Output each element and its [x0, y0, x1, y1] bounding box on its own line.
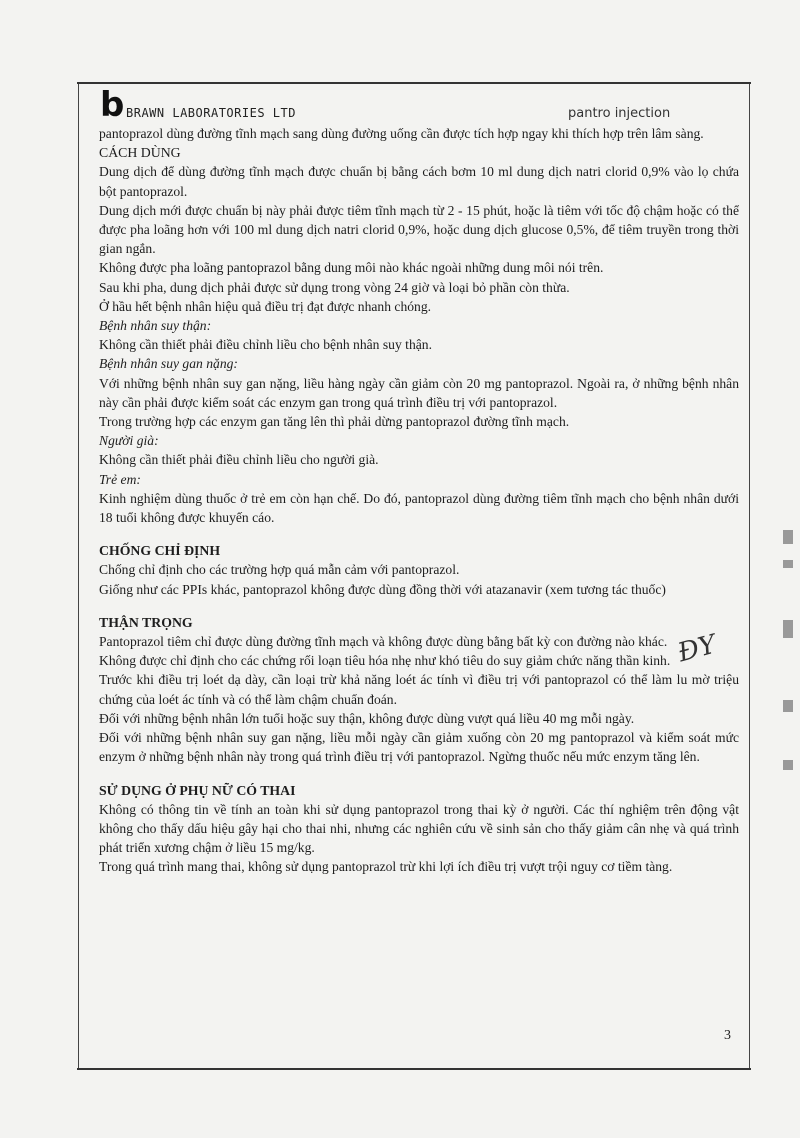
paragraph: Dung dịch mới được chuẩn bị này phải được tiêm tĩnh mạch từ 2 - 15 phút, hoặc là tiêm với tốc độ chậm hoặc có thể được pha loãng hơn với 100 ml dung dịch natri clorid 0,9%, hoặc dung dịch glucose 0,5%, để tiêm truyền trong thời gian ngắn.: [99, 202, 739, 257]
section-heading: CHỐNG CHỈ ĐỊNH: [99, 543, 221, 559]
section-gap: [99, 527, 739, 541]
paragraph: pantoprazol dùng đường tĩnh mạch sang dùng đường uống cần được tích hợp ngay khi thích hợp trên lâm sàng.: [99, 126, 704, 141]
section-heading: THẬN TRỌNG: [99, 614, 193, 630]
subheading: Bệnh nhân suy thận:: [99, 318, 212, 334]
section-gap: [99, 599, 739, 613]
handwritten-initials: ĐY: [674, 629, 720, 669]
page-number: 3: [724, 1028, 731, 1043]
paragraph: Không cần thiết phải điều chỉnh liều cho bệnh nhân suy thận.: [99, 337, 432, 353]
paragraph: Với những bệnh nhân suy gan nặng, liều hàng ngày cần giảm còn 20 mg pantoprazol. Ngoài ra, ở những bệnh nhân này cần phải được kiểm soát các enzym gan trong quá trình điều trị với pantoprazol.: [99, 375, 739, 410]
document-body: [99, 124, 739, 877]
paragraph: Không được pha loãng pantoprazol bằng dung môi nào khác ngoài những dung môi nói trên.: [99, 260, 604, 276]
paragraph: Trong quá trình mang thai, không sử dụng pantoprazol trừ khi lợi ích điều trị vượt trội nguy cơ tiềm tàng.: [99, 859, 673, 875]
section-gap: [99, 767, 739, 781]
scan-edge-mark: [783, 700, 793, 712]
scan-edge-mark: [783, 560, 793, 568]
paragraph: Dung dịch để dùng đường tĩnh mạch được chuẩn bị bằng cách bơm 10 ml dung dịch natri clorid 0,9% vào lọ chứa bột pantoprazol.: [99, 164, 739, 199]
paragraph: Sau khi pha, dung dịch phải được sử dụng trong vòng 24 giờ và loại bỏ phần còn thừa.: [99, 279, 570, 295]
product-name: pantro injection: [568, 106, 671, 121]
company-logo: b: [100, 85, 125, 125]
scan-edge-mark: [783, 530, 793, 544]
paragraph: Kinh nghiệm dùng thuốc ở trẻ em còn hạn chế. Do đó, pantoprazol dùng đường tiêm tĩnh mạch cho bệnh nhân dưới 18 tuổi không được khuyến cáo.: [99, 490, 739, 526]
paragraph: Trước khi điều trị loét dạ dày, cần loại trừ khả năng loét ác tính vì điều trị với pantoprazol có thể làm lu mờ triệu chứng của loét ác tính và có thể làm chậm chuẩn đoán.: [99, 672, 739, 707]
subheading: Trẻ em:: [99, 471, 141, 487]
paragraph: Không được chỉ định cho các chứng rối loạn tiêu hóa nhẹ như khó tiêu do suy giảm chức năng thần kinh.: [99, 653, 671, 669]
page-header: [100, 85, 680, 128]
paragraph: Đối với những bệnh nhân lớn tuổi hoặc suy thận, không được dùng vượt quá liều 40 mg mỗi ngày.: [99, 710, 635, 726]
company-name: BRAWN LABORATORIES LTD: [126, 106, 296, 120]
scan-edge-mark: [783, 760, 793, 770]
scan-edge-mark: [783, 620, 793, 638]
section-heading: SỬ DỤNG Ở PHỤ NỮ CÓ THAI: [99, 782, 296, 798]
paragraph: Giống như các PPIs khác, pantoprazol không được dùng đồng thời với atazanavir (xem tương tác thuốc): [99, 581, 666, 597]
subheading: Người già:: [99, 433, 159, 449]
paragraph: Trong trường hợp các enzym gan tăng lên thì phải dừng pantoprazol đường tĩnh mạch.: [99, 414, 570, 430]
paragraph: Pantoprazol tiêm chỉ được dùng đường tĩnh mạch và không được dùng bằng bất kỳ con đường nào khác.: [99, 634, 668, 650]
paragraph: Ở hầu hết bệnh nhân hiệu quả điều trị đạt được nhanh chóng.: [99, 298, 432, 314]
section-heading: CÁCH DÙNG: [99, 145, 181, 161]
paragraph: Không có thông tin về tính an toàn khi sử dụng pantoprazol trong thai kỳ ở người. Các thí nghiệm trên động vật không cho thấy dấu hiệu gây hại cho thai nhi, nhưng các nghiên cứu về sinh sản cho thấy giảm cân nhẹ và quá trình phát triển xương chậm ở liều 15 mg/kg.: [99, 801, 739, 856]
subheading: Bệnh nhân suy gan nặng:: [99, 356, 238, 372]
paragraph: Không cần thiết phải điều chỉnh liều cho người già.: [99, 452, 379, 468]
paragraph: Chống chỉ định cho các trường hợp quá mẫn cảm với pantoprazol.: [99, 562, 460, 578]
paragraph: Đối với những bệnh nhân suy gan nặng, liều mỗi ngày cần giảm xuống còn 20 mg pantoprazol và kiểm soát mức enzym ở những bệnh nhân này trong quá trình điều trị với pantoprazol. Ngừng thuốc nếu mức enzym tăng lên.: [99, 730, 739, 765]
